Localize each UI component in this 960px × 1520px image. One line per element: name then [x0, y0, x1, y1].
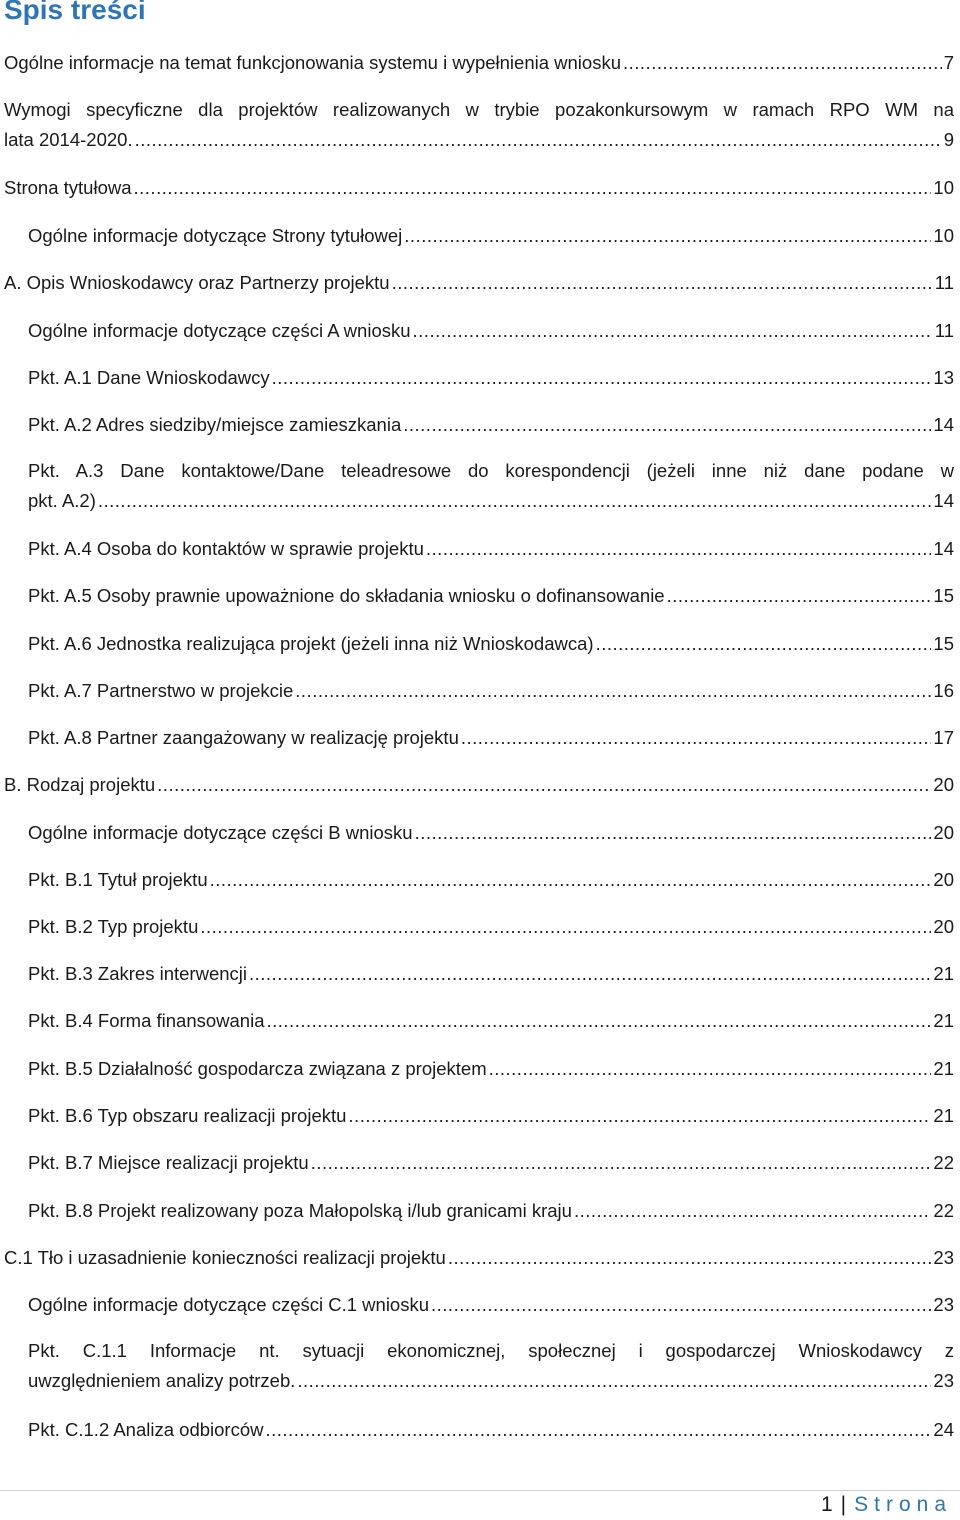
toc-dot-leader — [415, 818, 932, 848]
toc-entry-label: Pkt. B.8 Projekt realizowany poza Małopolską i/lub granicami kraju — [28, 1200, 572, 1221]
toc-entry-page-number: 14 — [933, 490, 954, 511]
toc-entry-page-number: 13 — [933, 367, 954, 388]
toc-entry-page-number: 11 — [934, 272, 954, 293]
toc-entry-page-number: 17 — [933, 727, 954, 748]
toc-entry[interactable] — [28, 534, 954, 564]
toc-entry[interactable] — [28, 1148, 954, 1178]
toc-entry-page-number: 10 — [933, 177, 954, 198]
toc-entry[interactable] — [4, 770, 954, 800]
toc-entry-row — [28, 818, 954, 848]
toc-entry[interactable] — [28, 723, 954, 753]
toc-entry[interactable] — [28, 221, 954, 251]
toc-entry-label: Pkt. B.3 Zakres interwencji — [28, 963, 247, 984]
toc-entry[interactable] — [4, 268, 954, 298]
toc-entry-row — [4, 173, 954, 203]
toc-dot-leader — [98, 486, 932, 516]
page-title: Spis treści — [4, 0, 146, 25]
toc-dot-leader — [426, 534, 932, 564]
toc-entry-page-number: 21 — [933, 963, 954, 984]
toc-entry-label: Pkt. A.2 Adres siedziby/miejsce zamieszkania — [28, 414, 402, 435]
toc-entry-row — [28, 363, 954, 393]
toc-dot-leader — [272, 363, 932, 393]
toc-entry-page-number: 23 — [933, 1247, 954, 1268]
toc-entry[interactable] — [28, 912, 954, 942]
toc-entry[interactable] — [28, 316, 954, 346]
toc-dot-leader — [249, 959, 931, 989]
toc-entry-label: Ogólne informacje dotyczące części B wniosku — [28, 822, 413, 843]
toc-dot-leader — [623, 48, 942, 78]
toc-entry-label: Pkt. B.1 Tytuł projektu — [28, 869, 208, 890]
toc-entry-row — [4, 48, 954, 78]
toc-entry-label: Pkt. A.8 Partner zaangażowany w realizację projektu — [28, 727, 459, 748]
footer-strona-label: Strona — [854, 1493, 952, 1516]
toc-entry[interactable] — [28, 676, 954, 706]
footer-separator: | — [840, 1493, 847, 1516]
toc-entry-page-number: 10 — [933, 225, 954, 246]
toc-entry-row — [28, 581, 954, 611]
toc-dot-leader — [266, 1415, 932, 1445]
toc-dot-leader — [135, 125, 942, 155]
toc-entry-first-line: Pkt. A.3 Dane kontaktowe/Dane teleadresowe do korespondencji (jeżeli inne niż dane podane w — [28, 460, 954, 481]
toc-entry[interactable] — [28, 1054, 954, 1084]
toc-dot-leader — [295, 676, 931, 706]
toc-entry-label: Ogólne informacje na temat funkcjonowania systemu i wypełnienia wniosku — [4, 52, 621, 73]
toc-entry-label: Pkt. A.7 Partnerstwo w projekcie — [28, 680, 294, 701]
toc-dot-leader — [431, 1290, 931, 1320]
toc-entry-label: uwzględnieniem analizy potrzeb. — [28, 1370, 296, 1391]
toc-entry-row — [28, 316, 954, 346]
toc-entry-page-number: 11 — [934, 320, 954, 341]
toc-dot-leader — [413, 316, 933, 346]
toc-entry-row — [28, 1415, 954, 1445]
footer-page-number: 1 — [820, 1493, 833, 1516]
toc-entry[interactable] — [28, 363, 954, 393]
toc-dot-leader — [448, 1243, 932, 1273]
toc-entry-row — [28, 629, 954, 659]
toc-entry-page-number: 9 — [943, 129, 954, 150]
toc-entry[interactable] — [28, 1415, 954, 1445]
toc-entry[interactable] — [28, 581, 954, 611]
toc-dot-leader — [267, 1006, 932, 1036]
toc-entry-page-number: 20 — [933, 774, 954, 795]
toc-entry[interactable] — [4, 1243, 954, 1273]
toc-entry[interactable] — [4, 173, 954, 203]
toc-entry-row — [28, 1196, 954, 1226]
toc-entry-label: A. Opis Wnioskodawcy oraz Partnerzy projektu — [4, 272, 390, 293]
toc-entry-row — [28, 912, 954, 942]
toc-dot-leader — [210, 865, 932, 895]
toc-entry-label: lata 2014-2020. — [4, 129, 133, 150]
toc-entry-row — [28, 221, 954, 251]
toc-entry-label: B. Rodzaj projektu — [4, 774, 156, 795]
toc-entry-label: C.1 Tło i uzasadnienie konieczności realizacji projektu — [4, 1247, 446, 1268]
toc-entry-page-number: 7 — [943, 52, 954, 73]
toc-entry[interactable] — [28, 1290, 954, 1320]
toc-entry-first-line: Pkt. C.1.1 Informacje nt. sytuacji ekonomicznej, społecznej i gospodarczej Wnioskodawcy z — [28, 1340, 954, 1361]
toc-entry-label: Pkt. B.5 Działalność gospodarcza związana z projektem — [28, 1058, 487, 1079]
toc-entry-page-number: 22 — [933, 1152, 954, 1173]
toc-dot-leader — [403, 410, 931, 440]
toc-entry-row — [4, 1243, 954, 1273]
toc-entry-row — [28, 1101, 954, 1131]
toc-entry-label: Pkt. A.4 Osoba do kontaktów w sprawie projektu — [28, 538, 424, 559]
toc-entry-label: Ogólne informacje dotyczące części A wniosku — [28, 320, 411, 341]
toc-entry[interactable] — [4, 48, 954, 78]
toc-entry-label: Pkt. A.6 Jednostka realizująca projekt (jeżeli inna niż Wnioskodawca) — [28, 633, 594, 654]
toc-entry[interactable] — [28, 865, 954, 895]
toc-entry-page-number: 20 — [933, 822, 954, 843]
toc-entry-page-number: 15 — [933, 633, 954, 654]
toc-dot-leader — [596, 629, 932, 659]
toc-entry[interactable] — [28, 1101, 954, 1131]
toc-entry-first-line: Wymogi specyficzne dla projektów realizowanych w trybie pozakonkursowym w ramach RPO WM na — [4, 99, 954, 120]
toc-entry-page-number: 20 — [933, 916, 954, 937]
toc-dot-leader — [311, 1148, 932, 1178]
toc-dot-leader — [348, 1101, 931, 1131]
toc-entry-row — [28, 410, 954, 440]
toc-entry[interactable] — [28, 410, 954, 440]
toc-entry-page-number: 14 — [933, 414, 954, 435]
toc-entry-row — [28, 1148, 954, 1178]
toc-entry-row — [4, 125, 954, 155]
toc-dot-leader — [200, 912, 931, 942]
toc-entry[interactable] — [28, 1336, 954, 1396]
toc-entry-label: Pkt. A.1 Dane Wnioskodawcy — [28, 367, 270, 388]
toc-dot-leader — [134, 173, 932, 203]
toc-entry-page-number: 21 — [933, 1105, 954, 1126]
toc-entry-page-number: 14 — [933, 538, 954, 559]
toc-entry-row — [4, 770, 954, 800]
toc-entry[interactable] — [4, 95, 954, 155]
toc-dot-leader — [404, 221, 931, 251]
toc-entry-label: Pkt. B.4 Forma finansowania — [28, 1010, 265, 1031]
toc-entry[interactable] — [28, 959, 954, 989]
toc-entry-row — [28, 723, 954, 753]
toc-entry-page-number: 24 — [933, 1419, 954, 1440]
toc-entry-label: Pkt. C.1.2 Analiza odbiorców — [28, 1419, 264, 1440]
toc-dot-leader — [297, 1366, 931, 1396]
toc-entry-page-number: 22 — [933, 1200, 954, 1221]
toc-entry-label: Pkt. B.2 Typ projektu — [28, 916, 199, 937]
toc-entry-label: Pkt. B.6 Typ obszaru realizacji projektu — [28, 1105, 347, 1126]
toc-dot-leader — [667, 581, 932, 611]
toc-entry-row — [28, 959, 954, 989]
toc-entry-page-number: 23 — [933, 1370, 954, 1391]
toc-entry-label: Pkt. A.5 Osoby prawnie upoważnione do składania wniosku o dofinansowanie — [28, 585, 665, 606]
toc-entry[interactable] — [28, 1196, 954, 1226]
toc-entry-label: pkt. A.2) — [28, 490, 96, 511]
footer-divider — [0, 1490, 960, 1491]
toc-entry-label: Strona tytułowa — [4, 177, 132, 198]
toc-entry-page-number: 20 — [933, 869, 954, 890]
toc-entry-row — [28, 1006, 954, 1036]
toc-entry[interactable] — [28, 456, 954, 516]
toc-entry-row — [28, 865, 954, 895]
toc-entry-page-number: 21 — [933, 1010, 954, 1031]
toc-entry-label: Pkt. B.7 Miejsce realizacji projektu — [28, 1152, 309, 1173]
toc-entry-page-number: 16 — [933, 680, 954, 701]
toc-entry-row — [28, 1054, 954, 1084]
page-footer — [821, 1493, 952, 1517]
toc-entry-row — [4, 268, 954, 298]
toc-dot-leader — [574, 1196, 931, 1226]
toc-entry[interactable] — [28, 818, 954, 848]
toc-entry-page-number: 23 — [933, 1294, 954, 1315]
toc-entry-row — [28, 676, 954, 706]
toc-entry-page-number: 21 — [933, 1058, 954, 1079]
toc-entry-row — [28, 486, 954, 516]
toc-entry-label: Ogólne informacje dotyczące części C.1 wniosku — [28, 1294, 430, 1315]
toc-dot-leader — [157, 770, 931, 800]
toc-entry-row — [28, 1290, 954, 1320]
toc-entry[interactable] — [28, 1006, 954, 1036]
toc-entry-label: Ogólne informacje dotyczące Strony tytułowej — [28, 225, 403, 246]
toc-dot-leader — [489, 1054, 932, 1084]
toc-dot-leader — [461, 723, 932, 753]
toc-entry-page-number: 15 — [933, 585, 954, 606]
toc-dot-leader — [392, 268, 933, 298]
toc-entry[interactable] — [28, 629, 954, 659]
toc-entry-row — [28, 534, 954, 564]
toc-entry-row — [28, 1366, 954, 1396]
